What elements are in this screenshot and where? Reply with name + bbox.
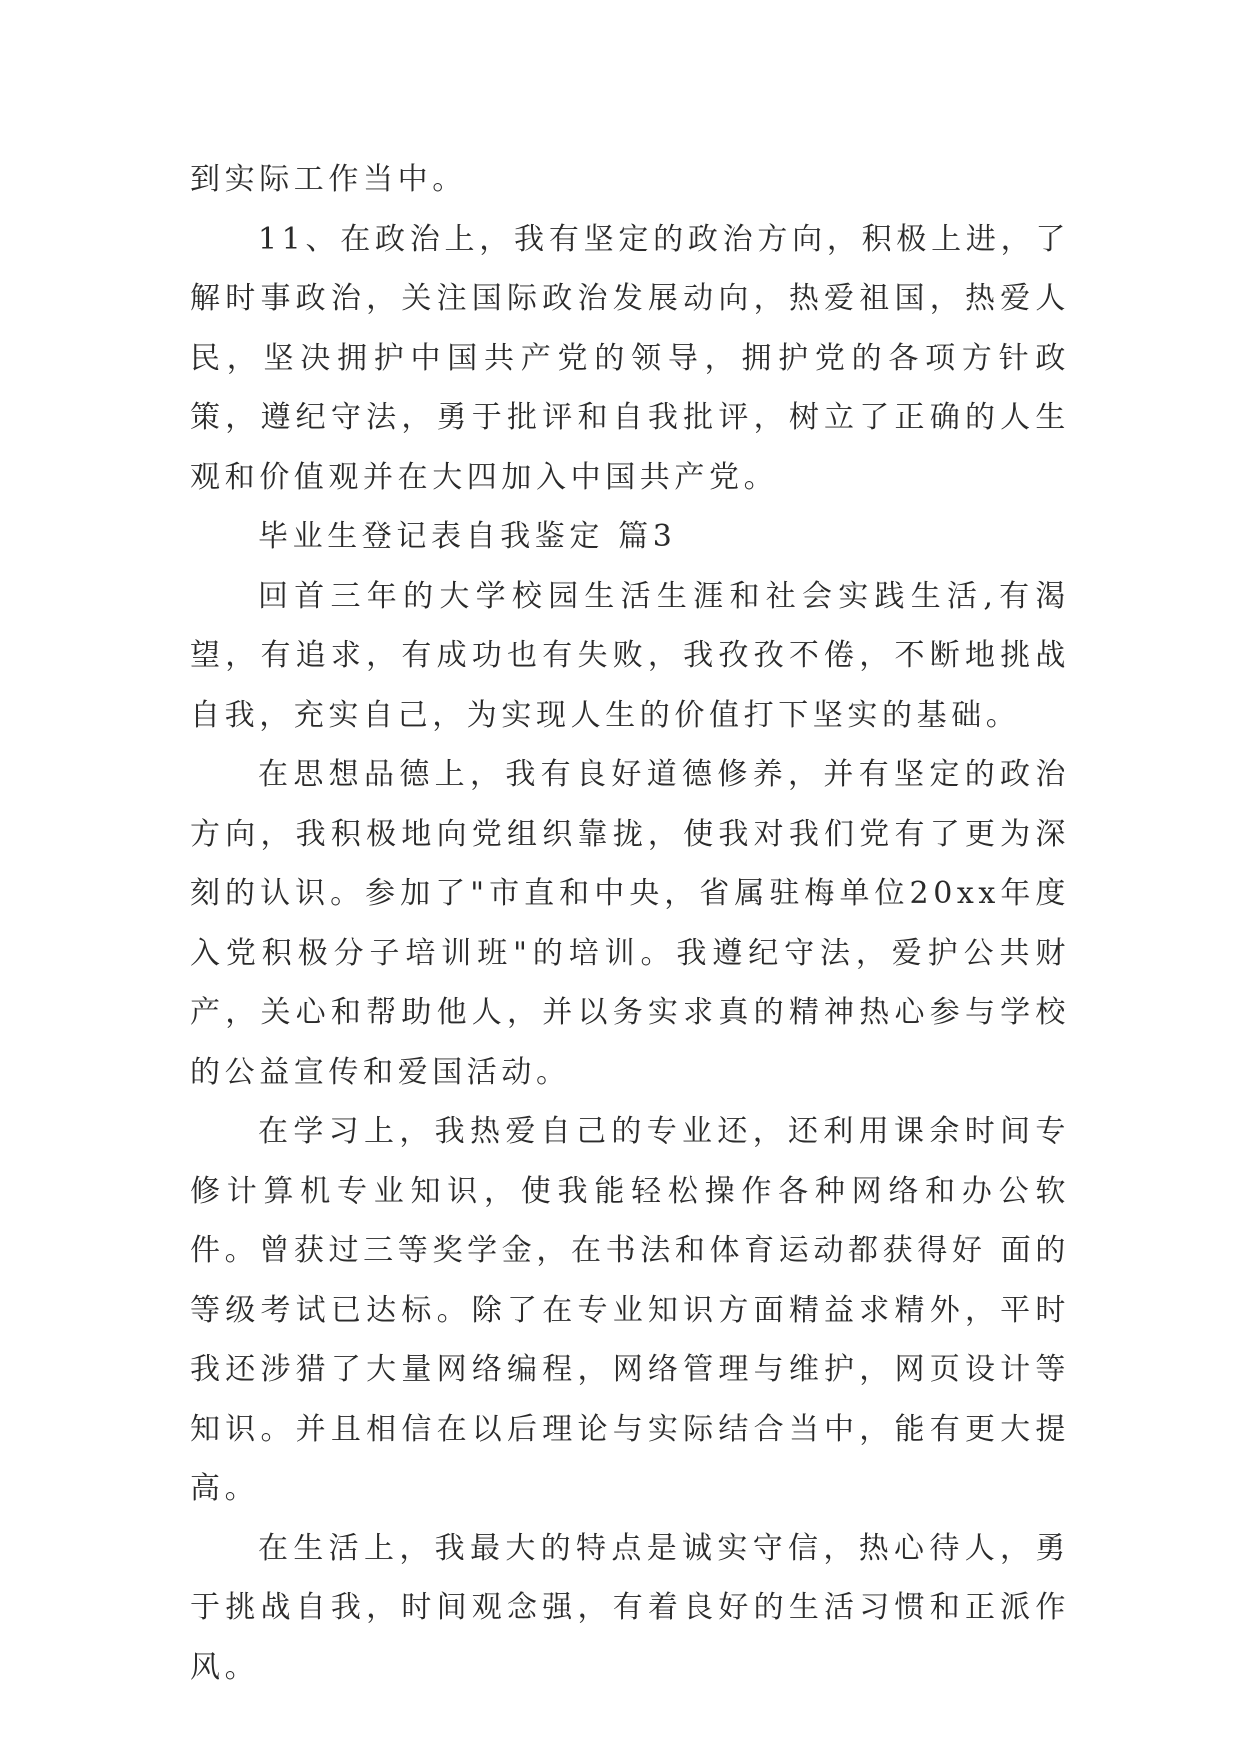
paragraph-item-11: 11、在政治上，我有坚定的政治方向，积极上进，了解时事政治，关注国际政治发展动向，热爱祖国，热爱人民，坚决拥护中国共产党的领导，拥护党的各项方针政策，遵纪守法，勇于批评和自我批评，树立了正确的人生观和价值观并在大四加入中国共产党。	[190, 221, 1070, 495]
paragraph-intro: 回首三年的大学校园生活生涯和社会实践生活,有渴望，有追求，有成功也有失败，我孜孜不倦，不断地挑战自我，充实自己，为实现人生的价值打下坚实的基础。	[190, 578, 1070, 733]
paragraph-morality: 在思想品德上，我有良好道德修养，并有坚定的政治方向，我积极地向党组织靠拢，使我对我们党有了更为深刻的认识。参加了"市直和中央，省属驻梅单位20xx年度入党积极分子培训班"的培训。我遵纪守法，爱护公共财产，关心和帮助他人，并以务实求真的精神热心参与学校的公益宣传和爱国活动。	[190, 757, 1070, 1090]
document-body	[190, 150, 1070, 1697]
paragraph-study: 在学习上，我热爱自己的专业还，还利用课余时间专修计算机专业知识，使我能轻松操作各种网络和办公软件。曾获过三等奖学金，在书法和体育运动都获得好 面的等级考试已达标。除了在专业知识方面精益求精外，平时我还涉猎了大量网络编程，网络管理与维护，网页设计等知识。并且相信在以后理论与实际结合当中，能有更大提高。	[190, 1114, 1070, 1506]
paragraph-life: 在生活上，我最大的特点是诚实守信，热心待人，勇于挑战自我，时间观念强，有着良好的生活习惯和正派作风。	[190, 1530, 1070, 1685]
section-heading: 毕业生登记表自我鉴定 篇3	[258, 519, 677, 554]
paragraph-continuation: 到实际工作当中。	[190, 162, 467, 197]
